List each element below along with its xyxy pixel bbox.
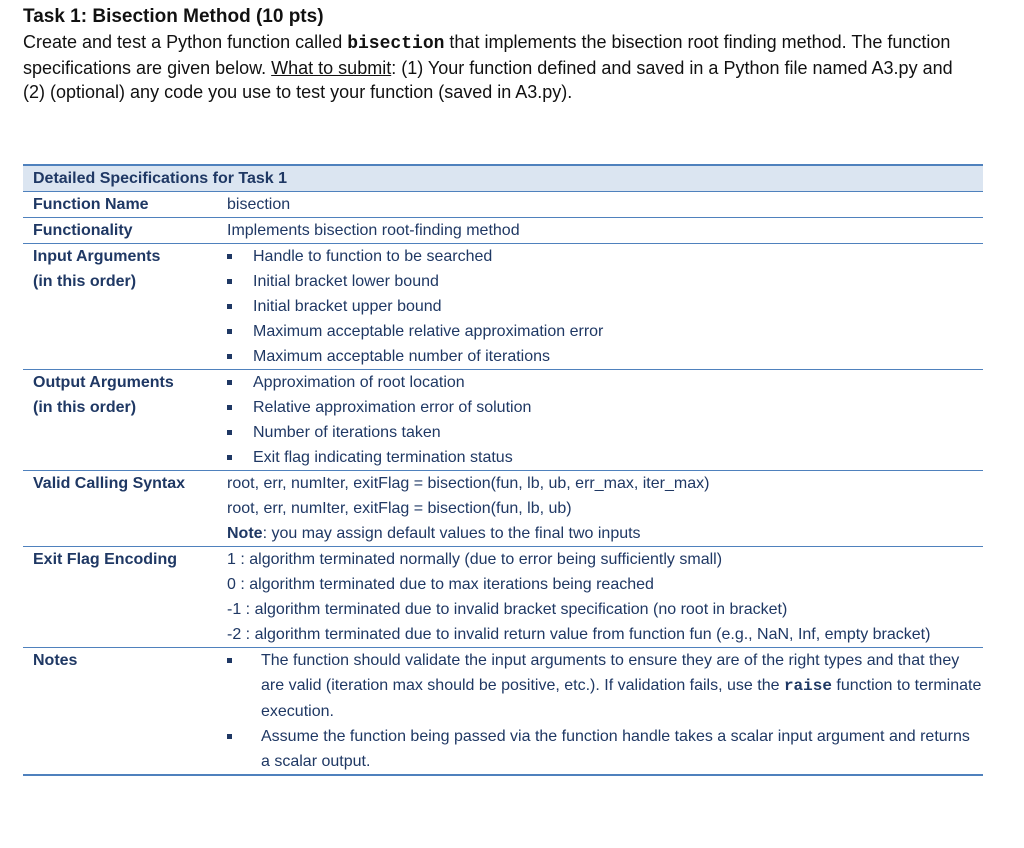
exit-flag-item	[227, 547, 983, 572]
list-item	[227, 648, 983, 724]
list-item: Assume the function being passed via the function handle takes a scalar input argument and returns a scalar output.	[227, 724, 983, 774]
row-calling-syntax	[23, 471, 983, 547]
exit-flag-code: 0 :	[227, 576, 250, 593]
list-item: Initial bracket upper bound	[227, 294, 983, 319]
row-value: Implements bisection root-finding method	[227, 222, 520, 239]
exit-flag-code: 1 :	[227, 551, 250, 568]
raise-code: raise	[783, 677, 832, 695]
list-item: Maximum acceptable relative approximation error	[227, 319, 983, 344]
list-item: Handle to function to be searched	[227, 244, 983, 269]
row-function-name	[23, 192, 983, 218]
syntax-line: root, err, numIter, exitFlag = bisection(fun, lb, ub)	[227, 500, 572, 517]
note-text: : you may assign default values to the final two inputs	[262, 525, 641, 542]
exit-flag-desc: algorithm terminated normally (due to error being sufficiently small)	[249, 551, 723, 568]
list-item: Number of iterations taken	[227, 420, 983, 445]
row-label: Function Name	[33, 196, 149, 213]
list-item: Approximation of root location	[227, 370, 983, 395]
list-item: Relative approximation error of solution	[227, 395, 983, 420]
task-document	[23, 4, 993, 104]
row-value	[213, 648, 983, 774]
notes-list	[227, 648, 983, 774]
row-label-line: Output Arguments	[33, 374, 174, 391]
row-label: Functionality	[33, 222, 133, 239]
note-text: function to terminate execution.	[261, 677, 982, 720]
row-value	[213, 471, 983, 546]
task-title: Task 1: Bisection Method (10 pts)	[23, 6, 324, 27]
syntax-line: root, err, numIter, exitFlag = bisection(fun, lb, ub, err_max, iter_max)	[227, 475, 710, 492]
list-item: Maximum acceptable number of iterations	[227, 344, 983, 369]
row-notes	[23, 648, 983, 776]
row-functionality	[23, 218, 983, 244]
what-to-submit-label: What to submit	[271, 58, 392, 78]
note-text: The function should validate the input arguments to ensure they are of the right types and that they are valid (iteration max should be positive, etc.). If validation fails, use the	[261, 652, 960, 694]
intro-text-2: that implements the bisection root finding method. The function specifications are given below.	[23, 32, 951, 78]
row-label: Notes	[33, 652, 78, 669]
row-label-line: Input Arguments	[33, 248, 161, 265]
row-label: Valid Calling Syntax	[33, 475, 186, 492]
row-label-line: (in this order)	[33, 399, 137, 416]
task-intro	[23, 30, 963, 104]
output-list	[227, 370, 983, 470]
exit-flag-desc: algorithm terminated due to invalid bracket specification (no root in bracket)	[254, 601, 788, 618]
syntax-note	[227, 521, 983, 546]
exit-flag-desc: algorithm terminated due to invalid return value from function fun (e.g., NaN, Inf, empty bracket)	[254, 626, 931, 643]
row-label	[23, 370, 213, 470]
exit-flag-item	[227, 572, 983, 597]
exit-flag-code: -1 :	[227, 601, 255, 618]
row-label-line: (in this order)	[33, 273, 137, 290]
intro-text-1: Create and test a Python function called	[23, 32, 348, 52]
row-value	[213, 370, 983, 470]
exit-flag-item	[227, 622, 983, 647]
input-list	[227, 244, 983, 369]
list-item: Exit flag indicating termination status	[227, 445, 983, 470]
row-input-arguments	[23, 244, 983, 370]
exit-flag-item	[227, 597, 983, 622]
exit-flag-code: -2 :	[227, 626, 255, 643]
spec-table-header: Detailed Specifications for Task 1	[23, 164, 983, 192]
note-label: Note	[227, 525, 263, 542]
row-output-arguments	[23, 370, 983, 471]
exit-flag-desc: algorithm terminated due to max iterations being reached	[249, 576, 654, 593]
row-value	[213, 244, 983, 369]
intro-text-3: : (1) Your function defined and saved in a Python file named A3.py and (2) (optional) any code you use to test your function (saved in A3.py).	[23, 58, 953, 102]
row-label	[23, 244, 213, 369]
row-value: bisection	[227, 196, 291, 213]
row-value	[213, 547, 983, 647]
list-item: Initial bracket lower bound	[227, 269, 983, 294]
function-name-code: bisection	[347, 34, 445, 54]
row-label: Exit Flag Encoding	[33, 551, 178, 568]
spec-table	[23, 164, 983, 776]
row-exit-flag-encoding	[23, 547, 983, 648]
